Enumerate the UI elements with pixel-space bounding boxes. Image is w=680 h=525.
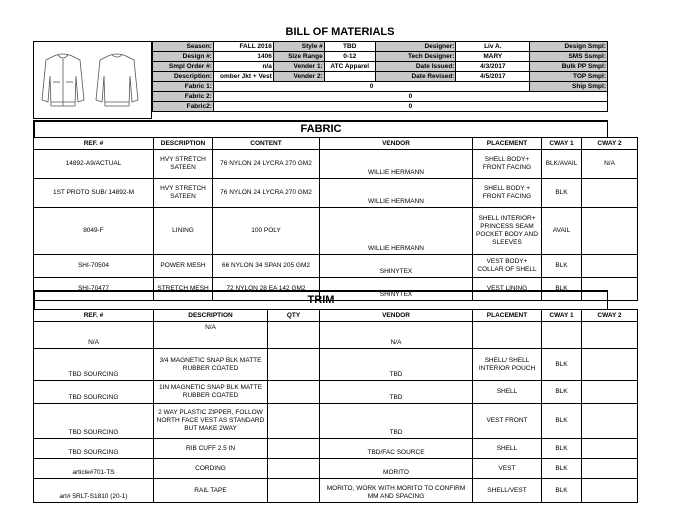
table-cell: MORITO [320, 459, 473, 479]
header-fabric-row [153, 92, 608, 102]
header-label: Ship Smpl: [530, 82, 608, 92]
table-cell [582, 459, 638, 479]
header-value: omber Jkt + Vest [213, 72, 273, 82]
table-cell: WILLIE HERMANN [320, 179, 473, 208]
table-cell: 1ST PROTO SUB/ 14892-M [34, 179, 154, 208]
column-header: PLACEMENT [473, 310, 542, 322]
table-cell: 1IN MAGNETIC SNAP BLK MATTE RUBBER COATED [154, 381, 268, 404]
header-row [153, 52, 608, 62]
column-header: CONTENT [213, 138, 320, 150]
table-row [34, 322, 638, 349]
table-row [34, 459, 638, 479]
header-label: Size Range [273, 52, 324, 62]
table-cell: BLK/AVAIL [542, 150, 582, 179]
header-label: SMS Ssmpl: [530, 52, 608, 62]
table-cell: BLK [542, 439, 582, 459]
header-label: Design Smpl: [530, 42, 608, 52]
column-header: PLACEMENT [473, 138, 542, 150]
fabric-label: Fabric 2: [153, 92, 214, 102]
header-label: Bulk PP Smpl: [530, 62, 608, 72]
fabric-label: Fabric2: [153, 102, 214, 112]
table-cell: 14892-A9/ACTUAL [34, 150, 154, 179]
table-cell: STRETCH MESH [154, 278, 213, 301]
column-header: CWAY 2 [582, 310, 638, 322]
header-row [153, 42, 608, 52]
table-cell [582, 381, 638, 404]
table-cell: BLK [542, 381, 582, 404]
header-label: Designer: [375, 42, 456, 52]
table-cell: BLK [542, 255, 582, 278]
table-cell: TBD SOURCING [34, 349, 154, 381]
table-cell: 76 NYLON 24 LYCRA 270 GM2 [213, 179, 320, 208]
table-row [34, 439, 638, 459]
jacket-sketch-icon [34, 42, 151, 118]
table-cell: 66 NYLON 34 SPAN 205 GM2 [213, 255, 320, 278]
column-header: REF. # [34, 138, 154, 150]
table-cell: 72 NYLON 28 EA 142 GM2 [213, 278, 320, 301]
table-cell: HVY STRETCH SATEEN [154, 150, 213, 179]
header-row [153, 62, 608, 72]
table-cell: SHINYTEX [320, 255, 473, 278]
table-cell: BLK [542, 479, 582, 503]
table-cell: SHELL [473, 381, 542, 404]
fabric-value: 0 [213, 102, 607, 112]
table-cell [582, 349, 638, 381]
table-cell: TBD [320, 381, 473, 404]
fabric-label: Fabric 1: [153, 82, 214, 92]
table-cell: TBD [320, 349, 473, 381]
table-cell: art# 5RLT-S1810 (20-1) [34, 479, 154, 503]
table-row [34, 179, 638, 208]
table-cell: N/A [320, 322, 473, 349]
header-fabric-row [153, 102, 608, 112]
table-cell [582, 404, 638, 439]
table-cell: SHI-70504 [34, 255, 154, 278]
table-row [34, 404, 638, 439]
header-label: Vender 2: [273, 72, 324, 82]
header-value: n/a [213, 62, 273, 72]
header-value: TBD [324, 42, 375, 52]
table-cell: BLK [542, 278, 582, 301]
header-table [152, 41, 608, 112]
header-value: 4/5/2017 [456, 72, 530, 82]
fabric-value: 0 [213, 92, 607, 102]
table-cell: MORITO, WORK WITH MORITO TO CONFIRM MM AND SPACING [320, 479, 473, 503]
table-cell: HVY STRETCH SATEEN [154, 179, 213, 208]
table-row [34, 479, 638, 503]
header-value: 4/3/2017 [456, 62, 530, 72]
table-cell: N/A [582, 150, 638, 179]
table-row [34, 208, 638, 255]
table-cell: TBD SOURCING [34, 381, 154, 404]
header-label: Description: [153, 72, 214, 82]
header-value: 0-12 [324, 52, 375, 62]
table-cell: N/A [34, 322, 154, 349]
table-cell: SHELL/ SHELL INTERIOR POUCH [473, 349, 542, 381]
header-label: Vender 1: [273, 62, 324, 72]
table-cell: 8049-F [34, 208, 154, 255]
table-cell: LINING [154, 208, 213, 255]
table-cell: SHELL BODY + FRONT FACING [473, 179, 542, 208]
header-value: Liv A. [456, 42, 530, 52]
column-header: DESCRIPTION [154, 138, 213, 150]
table-row [34, 150, 638, 179]
table-cell [542, 322, 582, 349]
table-row [34, 381, 638, 404]
table-cell [268, 459, 320, 479]
table-cell: TBD SOURCING [34, 439, 154, 459]
header-value: MARY [456, 52, 530, 62]
table-cell [473, 322, 542, 349]
table-cell: CORDING [154, 459, 268, 479]
column-header: REF. # [34, 310, 154, 322]
garment-sketch [33, 41, 152, 119]
column-header: CWAY 2 [582, 138, 638, 150]
table-cell: AVAIL [542, 208, 582, 255]
table-row [34, 255, 638, 278]
page-title: BILL OF MATERIALS [285, 26, 395, 38]
table-cell [268, 439, 320, 459]
header-block [33, 41, 608, 119]
table-row [34, 349, 638, 381]
column-header: QTY [268, 310, 320, 322]
table-cell [582, 255, 638, 278]
table-cell: RIB CUFF 2.5 IN [154, 439, 268, 459]
header-value: ATC Apparel [324, 62, 375, 72]
table-cell: VEST BODY+ COLLAR OF SHELL [473, 255, 542, 278]
header-label: Style # [273, 42, 324, 52]
header-value [324, 72, 375, 82]
header-value: FALL 2016 [213, 42, 273, 52]
table-cell: TBD/FAC SOURCE [320, 439, 473, 459]
table-cell: BLK [542, 349, 582, 381]
table-cell: SHI-70477 [34, 278, 154, 301]
table-cell: POWER MESH [154, 255, 213, 278]
table-cell: 100 POLY [213, 208, 320, 255]
header-label: Tech Designer: [375, 52, 456, 62]
table-cell [268, 381, 320, 404]
header-label: Smpl Order #: [153, 62, 214, 72]
table-cell: WILLIE HERMANN [320, 208, 473, 255]
table-cell: VEST LINING [473, 278, 542, 301]
table-cell: SHELL INTERIOR+ PRINCESS SEAM POCKET BODY AND SLEEVES [473, 208, 542, 255]
header-label: Season: [153, 42, 214, 52]
column-header: VENDOR [320, 138, 473, 150]
header-fabric-row [153, 82, 608, 92]
table-cell [268, 404, 320, 439]
table-cell [268, 322, 320, 349]
table-cell [582, 208, 638, 255]
table-cell: WILLIE HERMANN [320, 150, 473, 179]
fabric-section-title: FABRIC [33, 120, 608, 137]
table-cell: VEST [473, 459, 542, 479]
table-cell: SHINYTEX [320, 278, 473, 301]
table-cell: VEST FRONT [473, 404, 542, 439]
table-cell: 76 NYLON 24 LYCRA 270 GM2 [213, 150, 320, 179]
header-value: 1406 [213, 52, 273, 62]
table-cell: TBD SOURCING [34, 404, 154, 439]
table-cell [582, 179, 638, 208]
column-header: CWAY 1 [542, 138, 582, 150]
table-cell: SHELL/VEST [473, 479, 542, 503]
table-cell: RAIL TAPE [154, 479, 268, 503]
table-cell: SHELL BODY+ FRONT FACING [473, 150, 542, 179]
table-cell: BLK [542, 404, 582, 439]
header-label: TOP Smpl: [530, 72, 608, 82]
trim-table [33, 309, 638, 503]
table-cell: TBD [320, 404, 473, 439]
table-cell [582, 479, 638, 503]
table-cell: article#701-TS [34, 459, 154, 479]
header-label: Date Issued: [375, 62, 456, 72]
table-cell: BLK [542, 179, 582, 208]
header-label: Design #: [153, 52, 214, 62]
header-row [153, 72, 608, 82]
table-cell [582, 439, 638, 459]
table-cell [268, 349, 320, 381]
table-cell [268, 479, 320, 503]
table-cell: 2 WAY PLASTIC ZIPPER, FOLLOW NORTH FACE VEST AS STANDARD BUT MAKE 2WAY [154, 404, 268, 439]
table-cell: 3/4 MAGNETIC SNAP BLK MATTE RUBBER COATED [154, 349, 268, 381]
column-header: VENDOR [320, 310, 473, 322]
table-cell [582, 322, 638, 349]
table-cell: SHELL [473, 439, 542, 459]
column-header: DESCRIPTION [154, 310, 268, 322]
fabric-value: 0 [213, 82, 529, 92]
header-label: Date Revised: [375, 72, 456, 82]
column-header: CWAY 1 [542, 310, 582, 322]
fabric-table [33, 137, 638, 301]
trim-section-title: TRIM [33, 290, 608, 309]
table-cell: N/A [154, 322, 268, 349]
table-cell: BLK [542, 459, 582, 479]
